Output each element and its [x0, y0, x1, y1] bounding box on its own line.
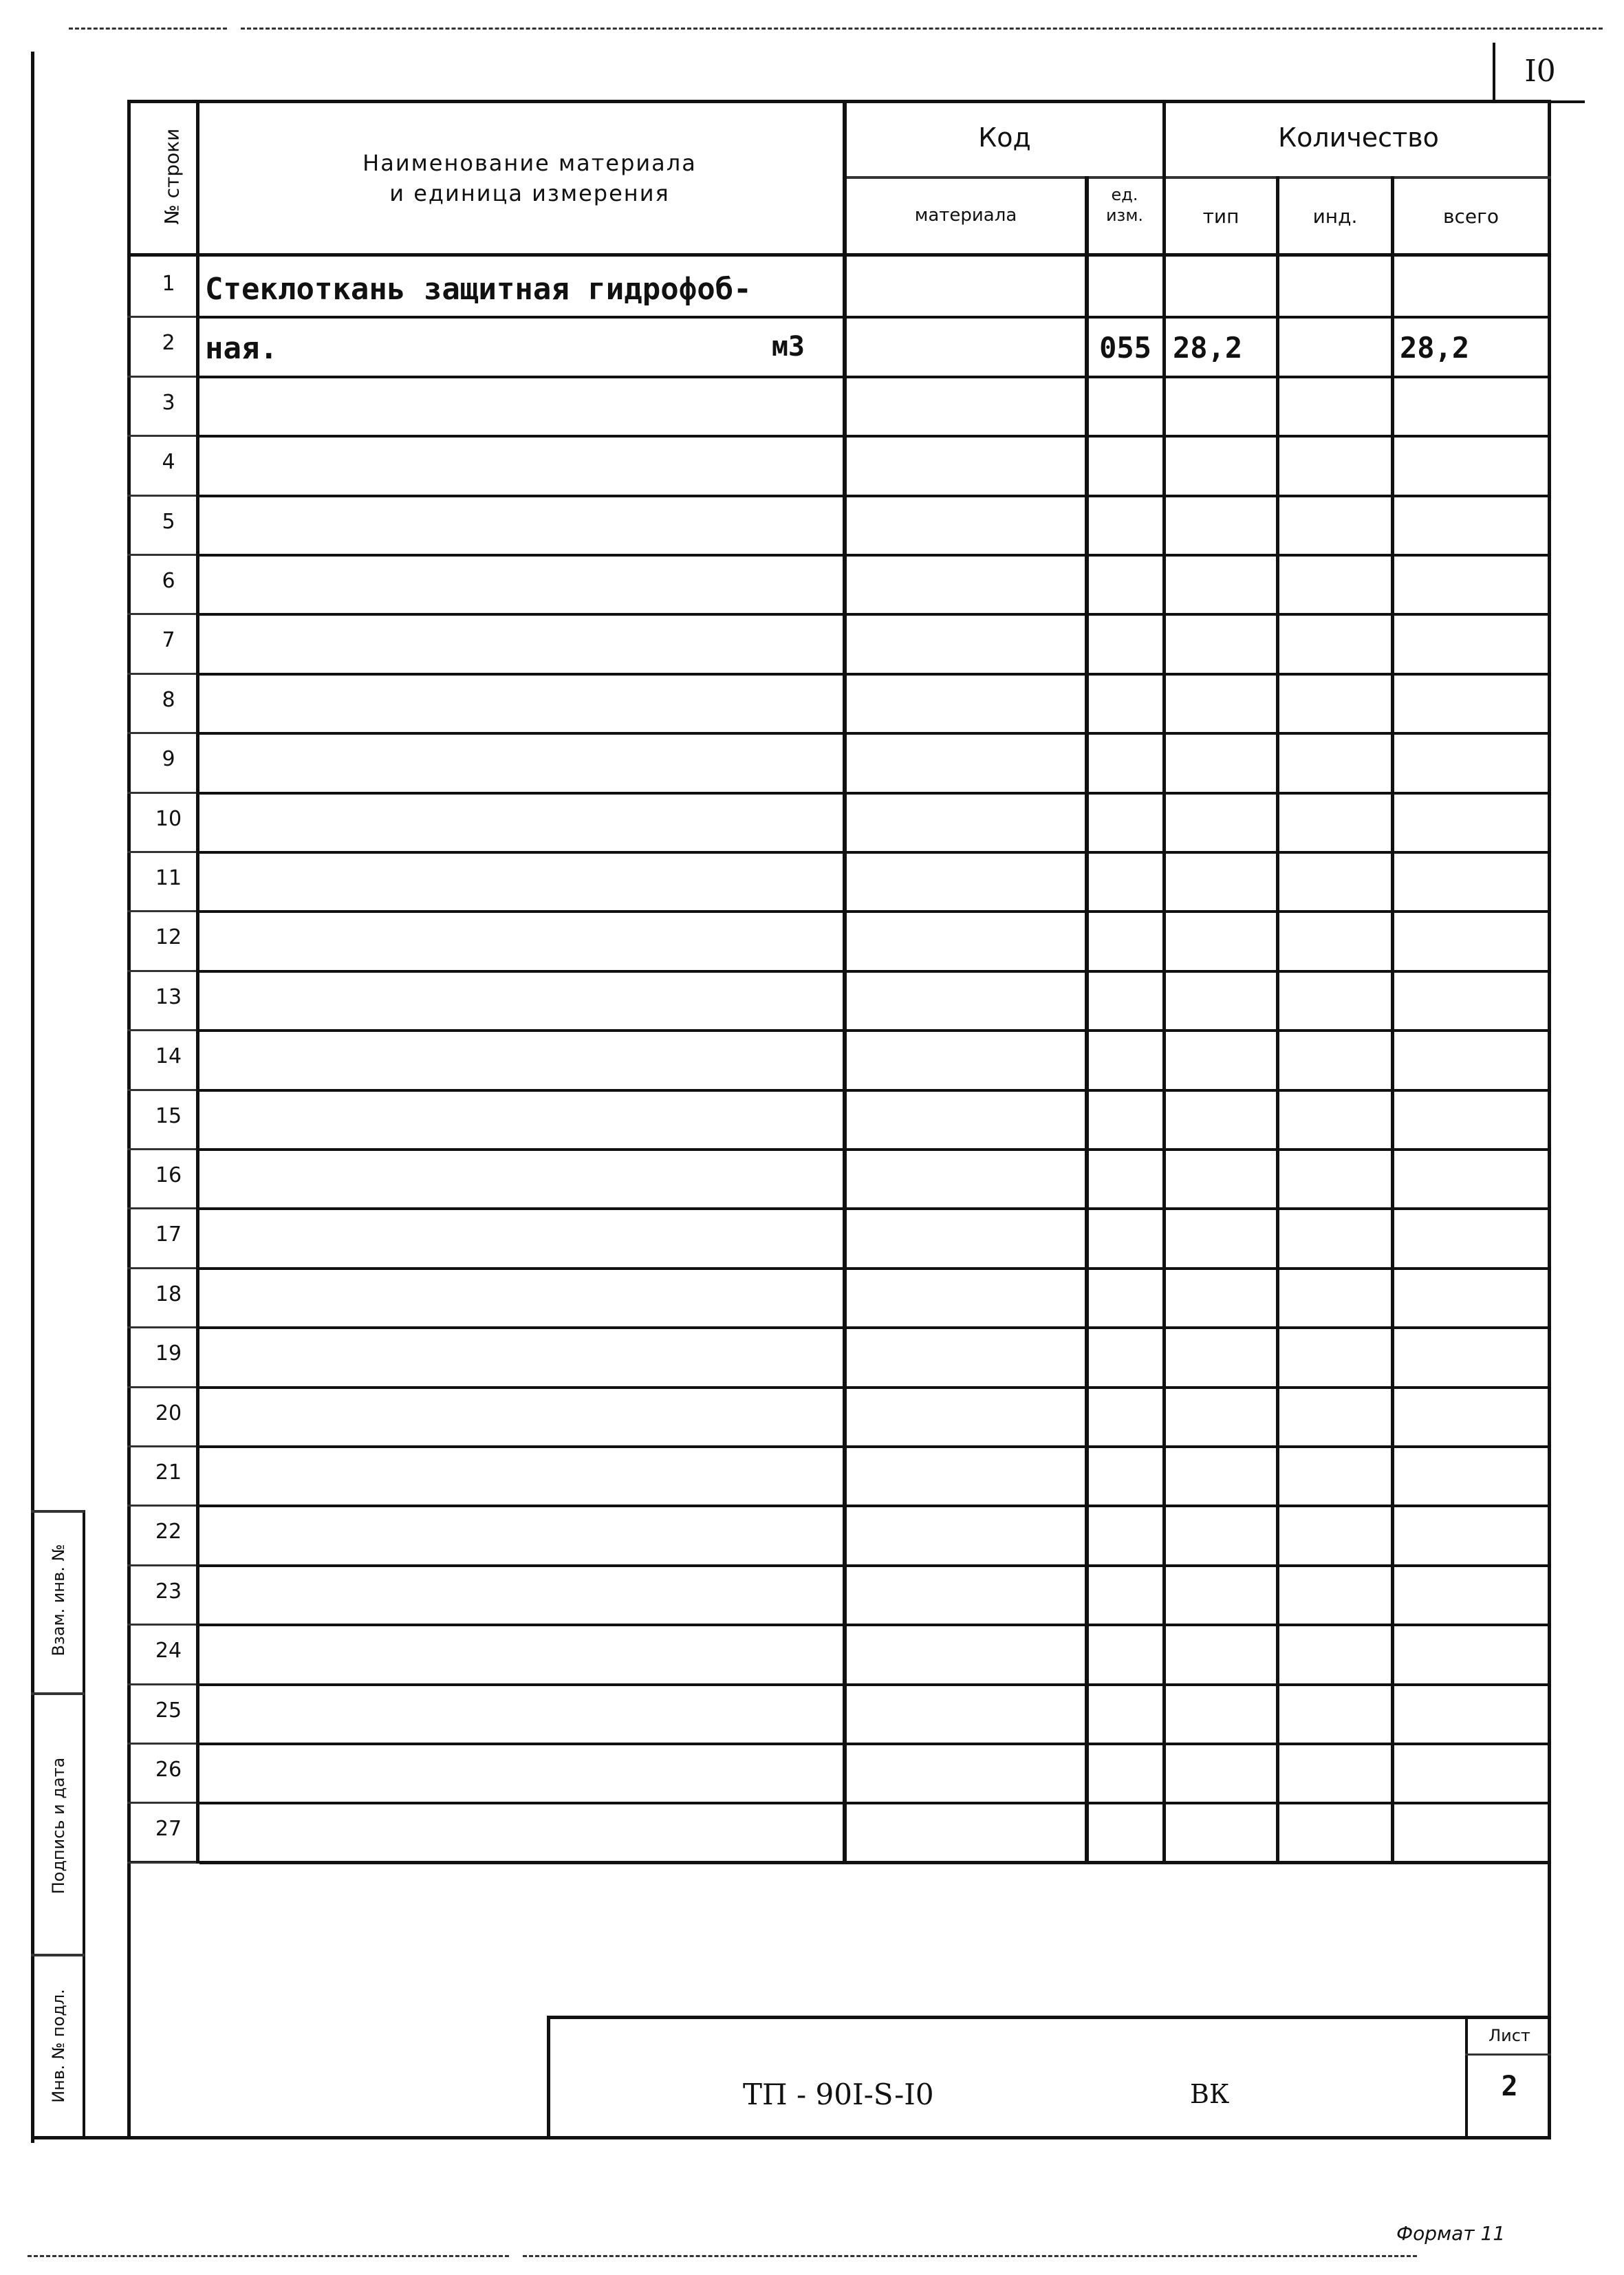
row-number: 18 — [155, 1282, 182, 1306]
row-number: 7 — [162, 628, 175, 652]
code-unit-header: ед. изм. — [1105, 185, 1144, 225]
row-number: 15 — [155, 1104, 182, 1128]
qty-type-value: 28,2 — [1173, 331, 1243, 365]
qty-type-header: тип — [1202, 205, 1239, 228]
row-number: 23 — [155, 1579, 182, 1604]
row-number: 24 — [155, 1639, 182, 1663]
material-unit: м3 — [771, 331, 805, 363]
row-number: 26 — [155, 1758, 182, 1782]
material-name: ная. — [205, 331, 278, 366]
row-number: 17 — [155, 1222, 182, 1247]
name-header-line1: Наименование материала — [362, 150, 697, 176]
qty-ind-header: инд. — [1312, 205, 1358, 228]
qty-total-header: всего — [1443, 205, 1499, 228]
row-number: 8 — [162, 688, 175, 712]
row-number: 10 — [155, 807, 182, 831]
sheet-label: Лист — [1488, 2026, 1530, 2045]
row-number: 14 — [155, 1044, 182, 1068]
document-designation: ТП - 90I-S-I0 — [743, 2078, 934, 2111]
row-number: 3 — [162, 391, 175, 415]
section-code: ВК — [1190, 2079, 1230, 2109]
row-number-header: № строки — [160, 128, 184, 225]
sheet-number: 2 — [1501, 2071, 1518, 2102]
signature-date-label: Подпись и дата — [49, 1757, 68, 1895]
format-label: Формат 11 — [1396, 2222, 1506, 2245]
row-number: 2 — [162, 331, 175, 355]
row-number: 21 — [155, 1460, 182, 1485]
material-name: Стеклоткань защитная гидрофоб- — [205, 272, 752, 307]
row-number: 19 — [155, 1341, 182, 1366]
row-number: 6 — [162, 569, 175, 593]
row-number: 27 — [155, 1817, 182, 1841]
row-number: 20 — [155, 1401, 182, 1425]
code-material-header: материала — [914, 205, 1017, 226]
row-number: 13 — [155, 985, 182, 1009]
row-number: 5 — [162, 510, 175, 534]
row-number: 22 — [155, 1520, 182, 1544]
row-number: 11 — [155, 866, 182, 890]
qty-total-value: 28,2 — [1400, 331, 1470, 365]
quantity-group-header: Количество — [1278, 122, 1439, 153]
row-number: 9 — [162, 747, 175, 771]
row-number: 12 — [155, 925, 182, 949]
row-number: 25 — [155, 1699, 182, 1723]
inv-no-label: Инв. № подл. — [49, 1989, 68, 2103]
row-number: 16 — [155, 1163, 182, 1187]
page-number-box — [1493, 43, 1585, 103]
replaced-inv-label: Взам. инв. № — [49, 1544, 68, 1657]
row-number: 1 — [162, 272, 175, 296]
name-header-line2: и единица измерения — [389, 180, 670, 206]
page-number: I0 — [1524, 54, 1556, 89]
unit-code: 055 — [1099, 331, 1151, 365]
row-number: 4 — [162, 450, 175, 474]
code-group-header: Код — [978, 122, 1031, 153]
